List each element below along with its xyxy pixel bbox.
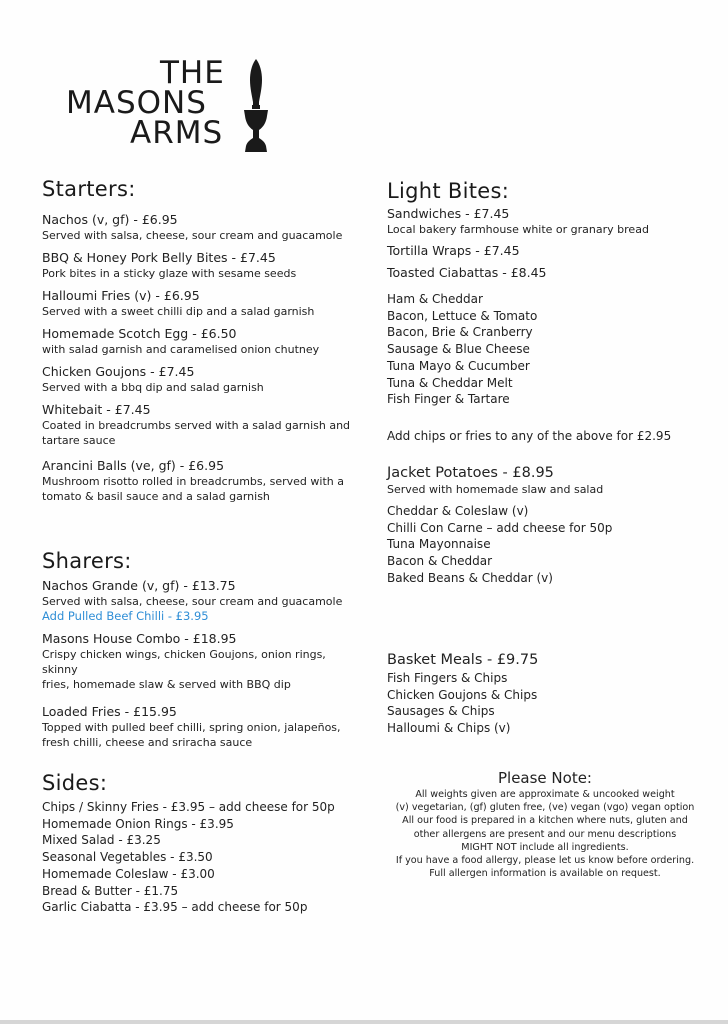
item-desc: Coated in breadcrumbs served with a salad garnish and xyxy=(42,419,351,432)
item-title: Arancini Balls (ve, gf) - £6.95 xyxy=(42,458,225,473)
page-bottom-edge xyxy=(0,1020,728,1024)
basket-item: Chicken Goujons & Chips xyxy=(387,687,538,702)
item-title: Nachos Grande (v, gf) - £13.75 xyxy=(42,578,236,593)
jacket-filling: Bacon & Cheddar xyxy=(387,554,493,569)
jacket-potatoes-title: Jacket Potatoes - £8.95 xyxy=(387,465,554,481)
item-title: Whitebait - £7.45 xyxy=(42,402,151,417)
side-item: Homemade Onion Rings - £3.95 xyxy=(42,816,234,831)
sandwiches-title: Sandwiches - £7.45 xyxy=(387,206,510,221)
filling-item: Fish Finger & Tartare xyxy=(387,392,510,407)
basket-item: Halloumi & Chips (v) xyxy=(387,721,511,736)
item-desc: tomato & basil sauce and a salad garnish xyxy=(42,490,270,503)
item-desc: Topped with pulled beef chilli, spring onion, jalapeños, xyxy=(42,721,341,734)
allergen-note xyxy=(380,768,710,880)
note-line: other allergens are present and our menu descriptions xyxy=(413,828,677,840)
item-desc: tartare sauce xyxy=(42,434,116,447)
filling-item: Sausage & Blue Cheese xyxy=(387,342,530,357)
basket-meals-title: Basket Meals - £9.75 xyxy=(387,652,539,668)
starters-heading: Starters: xyxy=(42,177,136,201)
light-bites-heading: Light Bites: xyxy=(387,179,510,203)
beer-pump-icon xyxy=(242,58,270,154)
side-item: Seasonal Vegetables - £3.50 xyxy=(42,850,213,865)
note-line: (v) vegetarian, (gf) gluten free, (ve) vegan (vgo) vegan option xyxy=(395,802,695,814)
logo-word-the: THE xyxy=(160,55,225,91)
jacket-potatoes-section xyxy=(387,464,707,587)
menu-item xyxy=(42,326,362,357)
item-title: Chicken Goujons - £7.45 xyxy=(42,364,195,379)
item-desc: fries, homemade slaw & served with BBQ dip xyxy=(42,678,291,691)
item-desc: Crispy chicken wings, chicken Goujons, onion rings, skinny xyxy=(42,648,326,676)
starters-list xyxy=(42,212,362,504)
jacket-filling: Cheddar & Coleslaw (v) xyxy=(387,504,529,518)
filling-item: Bacon, Lettuce & Tomato xyxy=(387,308,538,323)
item-desc: Served with a sweet chilli dip and a salad garnish xyxy=(42,305,315,318)
menu-item xyxy=(42,458,362,504)
jacket-potatoes-desc: Served with homemade slaw and salad xyxy=(387,483,604,496)
fillings-list xyxy=(387,291,707,408)
side-item: Bread & Butter - £1.75 xyxy=(42,883,179,898)
side-item: Homemade Coleslaw - £3.00 xyxy=(42,866,215,881)
item-title: BBQ & Honey Pork Belly Bites - £7.45 xyxy=(42,250,276,265)
note-line: All weights given are approximate & uncooked weight xyxy=(415,789,675,800)
menu-item xyxy=(42,704,362,750)
note-line: All our food is prepared in a kitchen where nuts, gluten and xyxy=(402,815,688,827)
item-desc: Served with salsa, cheese, sour cream and guacamole xyxy=(42,229,343,242)
menu-item xyxy=(42,631,362,692)
ciabattas-title: Toasted Ciabattas - £8.45 xyxy=(387,265,547,280)
item-title: Halloumi Fries (v) - £6.95 xyxy=(42,288,200,303)
menu-item xyxy=(42,288,362,319)
menu-item xyxy=(42,250,362,281)
item-desc: fresh chilli, cheese and sriracha sauce xyxy=(42,736,253,749)
sandwiches-desc: Local bakery farmhouse white or granary bread xyxy=(387,223,649,236)
item-title: Homemade Scotch Egg - £6.50 xyxy=(42,326,237,341)
wraps-title: Tortilla Wraps - £7.45 xyxy=(387,243,520,258)
menu-item xyxy=(42,212,362,243)
menu-item xyxy=(42,402,362,448)
note-line: If you have a food allergy, please let us know before ordering. xyxy=(395,855,695,867)
item-desc: Pork bites in a sticky glaze with sesame seeds xyxy=(42,267,297,280)
item-desc: with salad garnish and caramelised onion chutney xyxy=(42,343,320,356)
filling-item: Bacon, Brie & Cranberry xyxy=(387,325,533,340)
sharers-heading: Sharers: xyxy=(42,549,132,573)
basket-item: Sausages & Chips xyxy=(387,704,495,719)
light-bites-section xyxy=(387,206,707,408)
item-desc: Served with salsa, cheese, sour cream and guacamole xyxy=(42,595,343,608)
item-title: Nachos (v, gf) - £6.95 xyxy=(42,212,178,227)
note-title: Please Note: xyxy=(497,769,592,787)
item-title: Masons House Combo - £18.95 xyxy=(42,631,237,646)
add-chips-note: Add chips or fries to any of the above for £2.95 xyxy=(387,429,672,443)
logo-word-arms: ARMS xyxy=(130,115,224,151)
sharers-list xyxy=(42,578,362,750)
menu-item xyxy=(42,364,362,395)
sides-heading: Sides: xyxy=(42,771,108,795)
side-item: Garlic Ciabatta - £3.95 – add cheese for 50p xyxy=(42,900,308,915)
add-on-highlight: Add Pulled Beef Chilli - £3.95 xyxy=(42,609,209,623)
side-item: Chips / Skinny Fries - £3.95 – add cheese for 50p xyxy=(42,800,335,814)
menu-item xyxy=(42,578,362,624)
item-desc: Served with a bbq dip and salad garnish xyxy=(42,381,264,394)
jacket-filling: Chilli Con Carne – add cheese for 50p xyxy=(387,520,613,535)
note-line: Full allergen information is available on request. xyxy=(429,868,661,880)
logo-word-masons: MASONS xyxy=(66,85,207,121)
sides-list xyxy=(42,799,362,916)
filling-item: Tuna Mayo & Cucumber xyxy=(387,358,530,373)
jacket-filling: Tuna Mayonnaise xyxy=(387,537,491,552)
jacket-filling: Baked Beans & Cheddar (v) xyxy=(387,570,553,585)
item-title: Loaded Fries - £15.95 xyxy=(42,704,177,719)
masons-arms-logo xyxy=(66,55,276,154)
note-line: MIGHT NOT include all ingredients. xyxy=(461,841,629,853)
filling-item: Ham & Cheddar xyxy=(387,292,483,306)
basket-item: Fish Fingers & Chips xyxy=(387,671,508,685)
filling-item: Tuna & Cheddar Melt xyxy=(387,375,513,390)
side-item: Mixed Salad - £3.25 xyxy=(42,833,161,848)
item-desc: Mushroom risotto rolled in breadcrumbs, served with a xyxy=(42,475,344,488)
basket-meals-section xyxy=(387,650,707,737)
